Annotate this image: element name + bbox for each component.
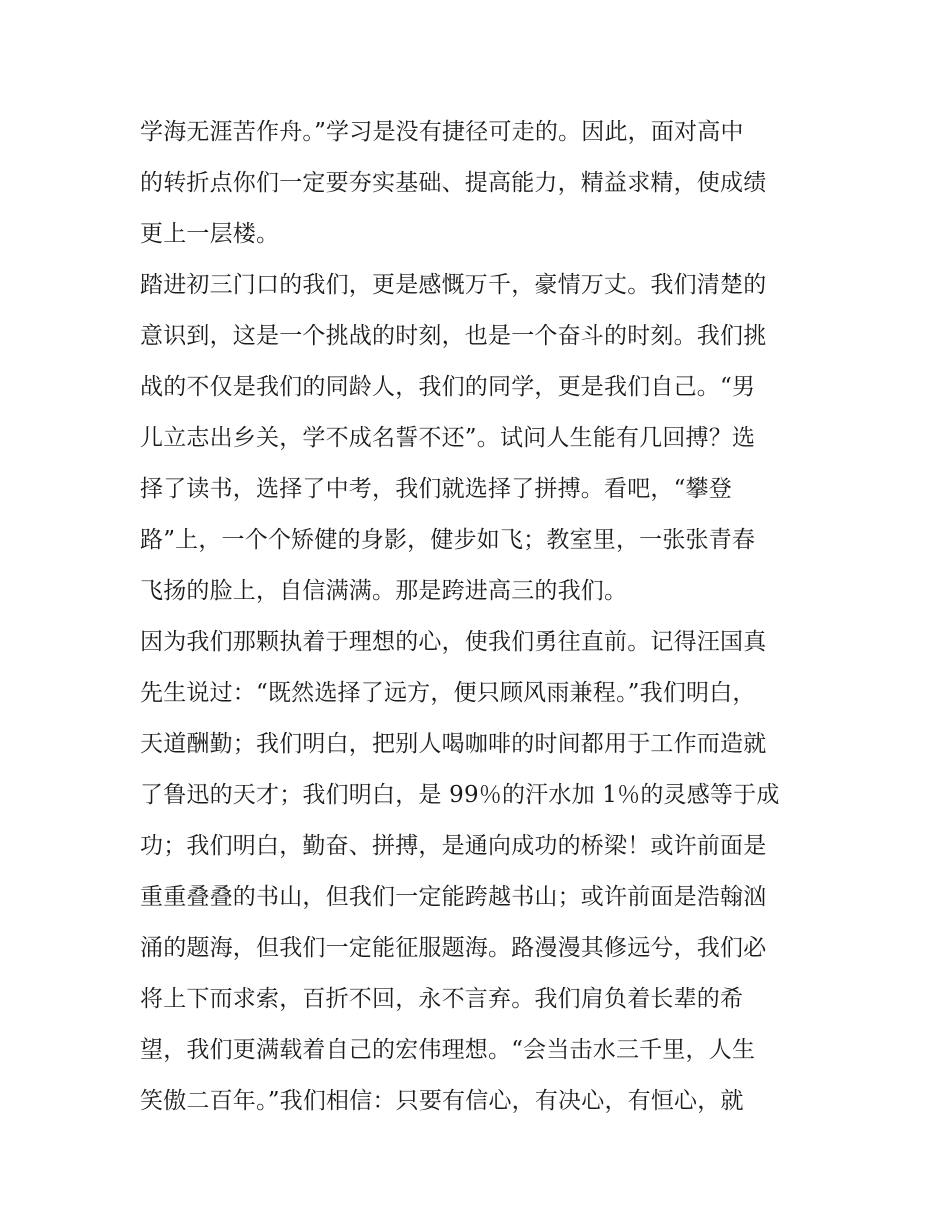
text-line: 天道酬勤；我们明白，把别人喝咖啡的时间都用于工作而造就 <box>140 731 767 757</box>
text-line: 儿立志出乡关，学不成名誓不还”。试问人生能有几回搏？选 <box>140 425 756 451</box>
text-line: 望，我们更满载着自己的宏伟理想。“会当击水三千里，人生 <box>140 1037 756 1063</box>
text-line: 功；我们明白，勤奋、拼搏，是通向成功的桥梁！或许前面是 <box>140 833 767 859</box>
text-line: 路”上，一个个矫健的身影，健步如飞；教室里，一张张青春 <box>140 527 756 553</box>
text-line: 将上下而求索，百折不回，永不言弃。我们肩负着长辈的希 <box>140 986 744 1012</box>
text-line: 的转折点你们一定要夯实基础、提高能力，精益求精，使成绩 <box>140 170 767 196</box>
text-line: 更上一层楼。 <box>140 221 280 247</box>
text-line: 意识到，这是一个挑战的时刻，也是一个奋斗的时刻。我们挑 <box>140 323 767 349</box>
body-text <box>140 107 840 1127</box>
text-line: 踏进初三门口的我们，更是感慨万千，豪情万丈。我们清楚的 <box>140 272 767 298</box>
text-line: 学海无涯苦作舟。”学习是没有捷径可走的。因此，面对高中 <box>140 119 744 145</box>
text-line: 先生说过：“既然选择了远方，便只顾风雨兼程。”我们明白， <box>140 680 756 706</box>
text-line: 重重叠叠的书山，但我们一定能跨越书山；或许前面是浩翰汹 <box>140 884 767 910</box>
text-line: 飞扬的脸上，自信满满。那是跨进高三的我们。 <box>140 578 628 604</box>
text-line: 涌的题海，但我们一定能征服题海。路漫漫其修远兮，我们必 <box>140 935 767 961</box>
text-line: 了鲁迅的天才；我们明白，是 99％的汗水加 1％的灵感等于成 <box>140 782 780 808</box>
text-line: 择了读书，选择了中考，我们就选择了拼搏。看吧，“攀登 <box>140 476 732 502</box>
text-line: 因为我们那颗执着于理想的心，使我们勇往直前。记得汪国真 <box>140 629 767 655</box>
text-line: 笑傲二百年。”我们相信：只要有信心，有决心，有恒心，就 <box>140 1088 744 1114</box>
text-line: 战的不仅是我们的同龄人，我们的同学，更是我们自己。“男 <box>140 374 756 400</box>
